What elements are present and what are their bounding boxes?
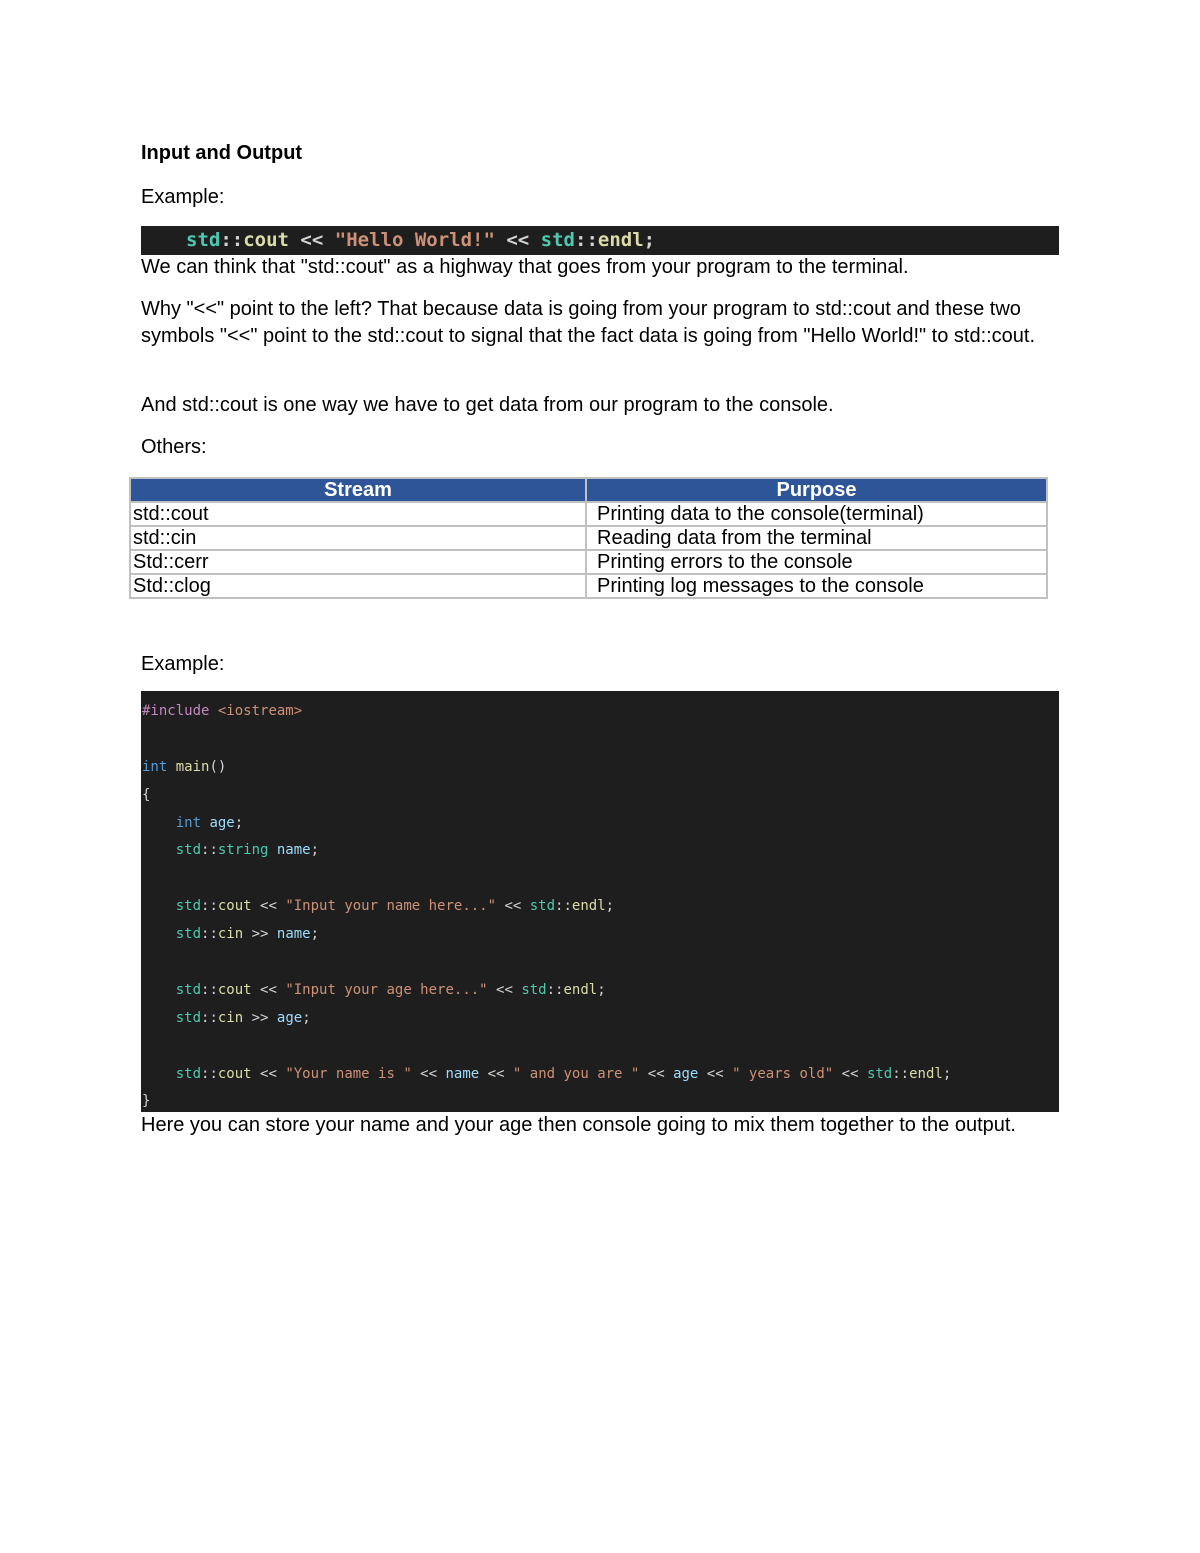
code-token: << — [833, 1065, 867, 1082]
others-label: Others: — [141, 436, 207, 458]
table-row — [131, 527, 1046, 549]
code-token: cout — [243, 229, 289, 251]
code-indent — [142, 926, 176, 942]
paragraph-summary: Here you can store your name and your age then console going to mix them together to the output. — [141, 1114, 1016, 1136]
code-token: " years old" — [732, 1065, 834, 1082]
code-token: << — [698, 1065, 733, 1082]
code-token: :: — [555, 898, 572, 915]
code-token: << — [496, 898, 530, 915]
code-token: () — [209, 758, 227, 775]
code-line — [142, 868, 1059, 896]
code-token: int — [175, 814, 202, 831]
code-token: "Your name is " — [285, 1065, 412, 1082]
code-token: age — [201, 814, 235, 831]
purpose-cell: Reading data from the terminal — [587, 527, 1046, 549]
code-line — [142, 1091, 1059, 1111]
purpose-cell: Printing errors to the console — [587, 551, 1046, 573]
purpose-cell: Printing data to the console(terminal) — [587, 503, 1046, 525]
code-token: << — [487, 981, 522, 998]
code-line — [142, 1008, 1059, 1036]
code-token: cin — [217, 926, 244, 943]
code-token: ; — [597, 981, 606, 998]
purpose-cell: Printing log messages to the console — [587, 575, 1046, 597]
code-token: ; — [942, 1065, 952, 1082]
code-token: :: — [201, 842, 218, 859]
code-token: :: — [892, 1065, 910, 1082]
stream-cell: std::cout — [131, 503, 585, 525]
code-token: :: — [201, 981, 218, 998]
code-indent — [142, 815, 176, 831]
code-token: cout — [217, 898, 252, 915]
code-token: "Input your age here..." — [285, 981, 488, 998]
code-token: std — [540, 229, 575, 251]
code-token: << — [639, 1065, 674, 1082]
code-line — [142, 813, 1059, 841]
code-token: name — [268, 842, 311, 859]
code-token: { — [142, 786, 151, 803]
code-token: << — [251, 981, 286, 998]
code-line — [142, 924, 1059, 952]
code-snippet-hello-world — [141, 226, 1059, 255]
code-line — [142, 1036, 1059, 1064]
code-token: std — [866, 1065, 893, 1082]
code-token: << — [494, 229, 541, 251]
code-line — [142, 840, 1059, 868]
code-token: endl — [597, 229, 644, 251]
stream-cell: std::cin — [131, 527, 585, 549]
code-token: << — [479, 1065, 513, 1082]
code-token: main — [167, 758, 210, 775]
example-label-1: Example: — [141, 186, 225, 208]
code-line — [142, 785, 1059, 813]
code-line — [142, 729, 1059, 757]
code-indent — [142, 1066, 176, 1082]
code-indent — [142, 982, 176, 998]
code-token: name — [445, 1065, 480, 1082]
table-header-row — [131, 479, 1046, 501]
code-token: :: — [575, 229, 598, 251]
table-row — [131, 575, 1046, 597]
code-token: <iostream> — [209, 703, 303, 719]
code-token: :: — [546, 981, 564, 998]
code-token: name — [276, 926, 311, 943]
code-indent — [142, 842, 176, 858]
column-header-stream: Stream — [131, 479, 585, 501]
code-token: std — [175, 1065, 202, 1082]
page-title: Input and Output — [141, 142, 303, 164]
code-line — [142, 701, 1059, 729]
code-token: std — [521, 981, 547, 998]
code-token: ; — [234, 814, 244, 831]
code-token: ; — [605, 898, 615, 915]
code-token: age — [673, 1065, 699, 1082]
code-line — [142, 896, 1059, 924]
code-token: } — [142, 1093, 151, 1110]
code-indent — [142, 1010, 176, 1026]
code-token: std — [175, 842, 202, 859]
code-token: cout — [217, 1065, 252, 1082]
code-indent — [142, 898, 176, 914]
code-token: endl — [563, 981, 598, 998]
code-token: ; — [310, 926, 320, 943]
code-line — [142, 757, 1059, 785]
code-token: std — [175, 1009, 202, 1026]
stream-cell: Std::cerr — [131, 551, 585, 573]
code-token: std — [175, 926, 202, 943]
table-row — [131, 551, 1046, 573]
code-token: >> — [243, 1009, 277, 1026]
code-token: ; — [310, 842, 320, 859]
code-line — [142, 952, 1059, 980]
code-line — [142, 1064, 1059, 1092]
code-token: std — [529, 898, 556, 915]
code-token: std — [186, 229, 221, 251]
code-token: age — [276, 1009, 303, 1026]
code-token: >> — [243, 926, 277, 943]
code-token: :: — [220, 229, 244, 251]
code-token: << — [411, 1065, 446, 1082]
code-token: #include — [142, 703, 210, 719]
code-token: :: — [201, 1009, 218, 1026]
code-token: ; — [302, 1009, 311, 1026]
paragraph-highway: We can think that "std::cout" as a highway that goes from your program to the terminal. — [141, 256, 909, 278]
code-token: std — [175, 981, 202, 998]
code-token: std — [175, 898, 202, 915]
code-token: " and you are " — [512, 1065, 640, 1082]
table-row — [131, 503, 1046, 525]
code-token: << — [251, 1065, 286, 1082]
code-token: :: — [201, 898, 218, 915]
paragraph-why-arrows: Why "<<" point to the left? That because data is going from your program to std::cout and these two symbols "<<" point to the std::cout to signal that the fact data is going from "Hello World!" to std::cout. — [141, 298, 1036, 347]
paragraph-cout-console: And std::cout is one way we have to get data from our program to the console. — [141, 394, 834, 416]
code-token: << — [251, 898, 286, 915]
code-token: "Hello World!" — [334, 229, 495, 251]
code-token: :: — [201, 1065, 218, 1082]
code-block-io-program — [141, 691, 1059, 1112]
code-token: string — [217, 842, 269, 859]
code-token: cin — [217, 1009, 244, 1026]
stream-cell: Std::clog — [131, 575, 585, 597]
example-label-2: Example: — [141, 653, 225, 675]
code-token: "Input your name here..." — [285, 898, 497, 915]
streams-table — [129, 477, 1048, 599]
code-token: int — [142, 758, 168, 775]
code-token: << — [288, 229, 335, 251]
code-token: endl — [909, 1065, 943, 1082]
code-token: ; — [643, 229, 656, 251]
code-token: endl — [571, 898, 606, 915]
code-line — [142, 980, 1059, 1008]
code-token: cout — [217, 981, 252, 998]
column-header-purpose: Purpose — [587, 479, 1046, 501]
code-token: :: — [201, 926, 218, 943]
